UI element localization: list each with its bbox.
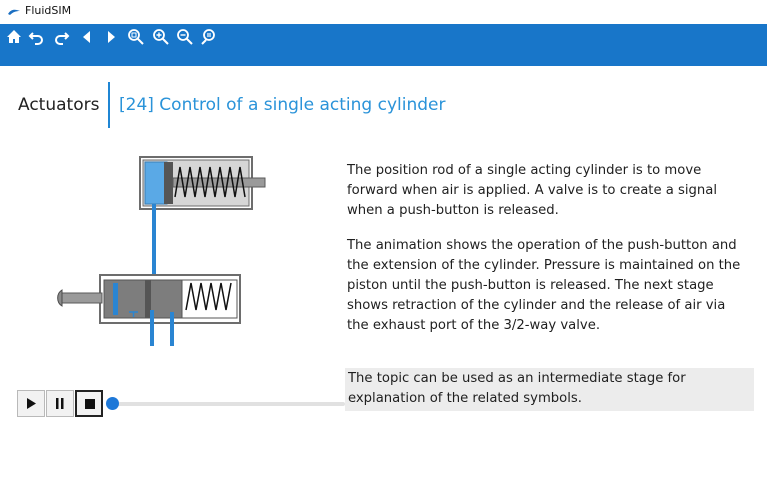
zoom-out-icon[interactable] [175, 27, 195, 47]
three-two-way-valve [58, 275, 240, 323]
progress-slider-thumb[interactable] [106, 397, 119, 410]
page-title: Actuators [18, 95, 100, 115]
window-title: FluidSIM [25, 4, 72, 17]
pause-icon [54, 397, 66, 410]
page-subtitle: [24] Control of a single acting cylinder [119, 95, 446, 115]
header-divider [108, 82, 110, 128]
play-icon [25, 397, 37, 410]
cylinder-valve-diagram [0, 140, 340, 370]
toolbar [0, 24, 767, 66]
next-icon[interactable] [101, 27, 121, 47]
zoom-in-icon[interactable] [151, 27, 171, 47]
redo-icon[interactable] [51, 27, 71, 47]
pause-button[interactable] [46, 390, 74, 417]
stop-button[interactable] [75, 390, 103, 417]
zoom-custom-icon[interactable] [199, 27, 219, 47]
fluidsim-logo-icon [7, 5, 21, 19]
progress-slider-track[interactable] [113, 402, 345, 406]
zoom-fit-icon[interactable] [126, 27, 146, 47]
play-button[interactable] [17, 390, 45, 417]
description-paragraph-3: The topic can be used as an intermediate stage for explanation of the related symbols. [345, 368, 754, 411]
undo-icon[interactable] [27, 27, 47, 47]
home-icon[interactable] [4, 27, 24, 47]
single-acting-cylinder [140, 157, 265, 209]
stop-icon [84, 398, 96, 411]
title-bar [0, 0, 767, 25]
previous-icon[interactable] [77, 27, 97, 47]
description-paragraph-1: The position rod of a single acting cylinder is to move forward when air is applied. A valve is to create a signal when a push-button is released. [347, 163, 718, 218]
description-paragraph-2: The animation shows the operation of the push-button and the extension of the cylinder. Pressure is maintained on the piston until the push-button is released. The next stage shows retraction of the cylinder and the release of air via the exhaust port of the 3/2-way valve. [347, 238, 741, 333]
